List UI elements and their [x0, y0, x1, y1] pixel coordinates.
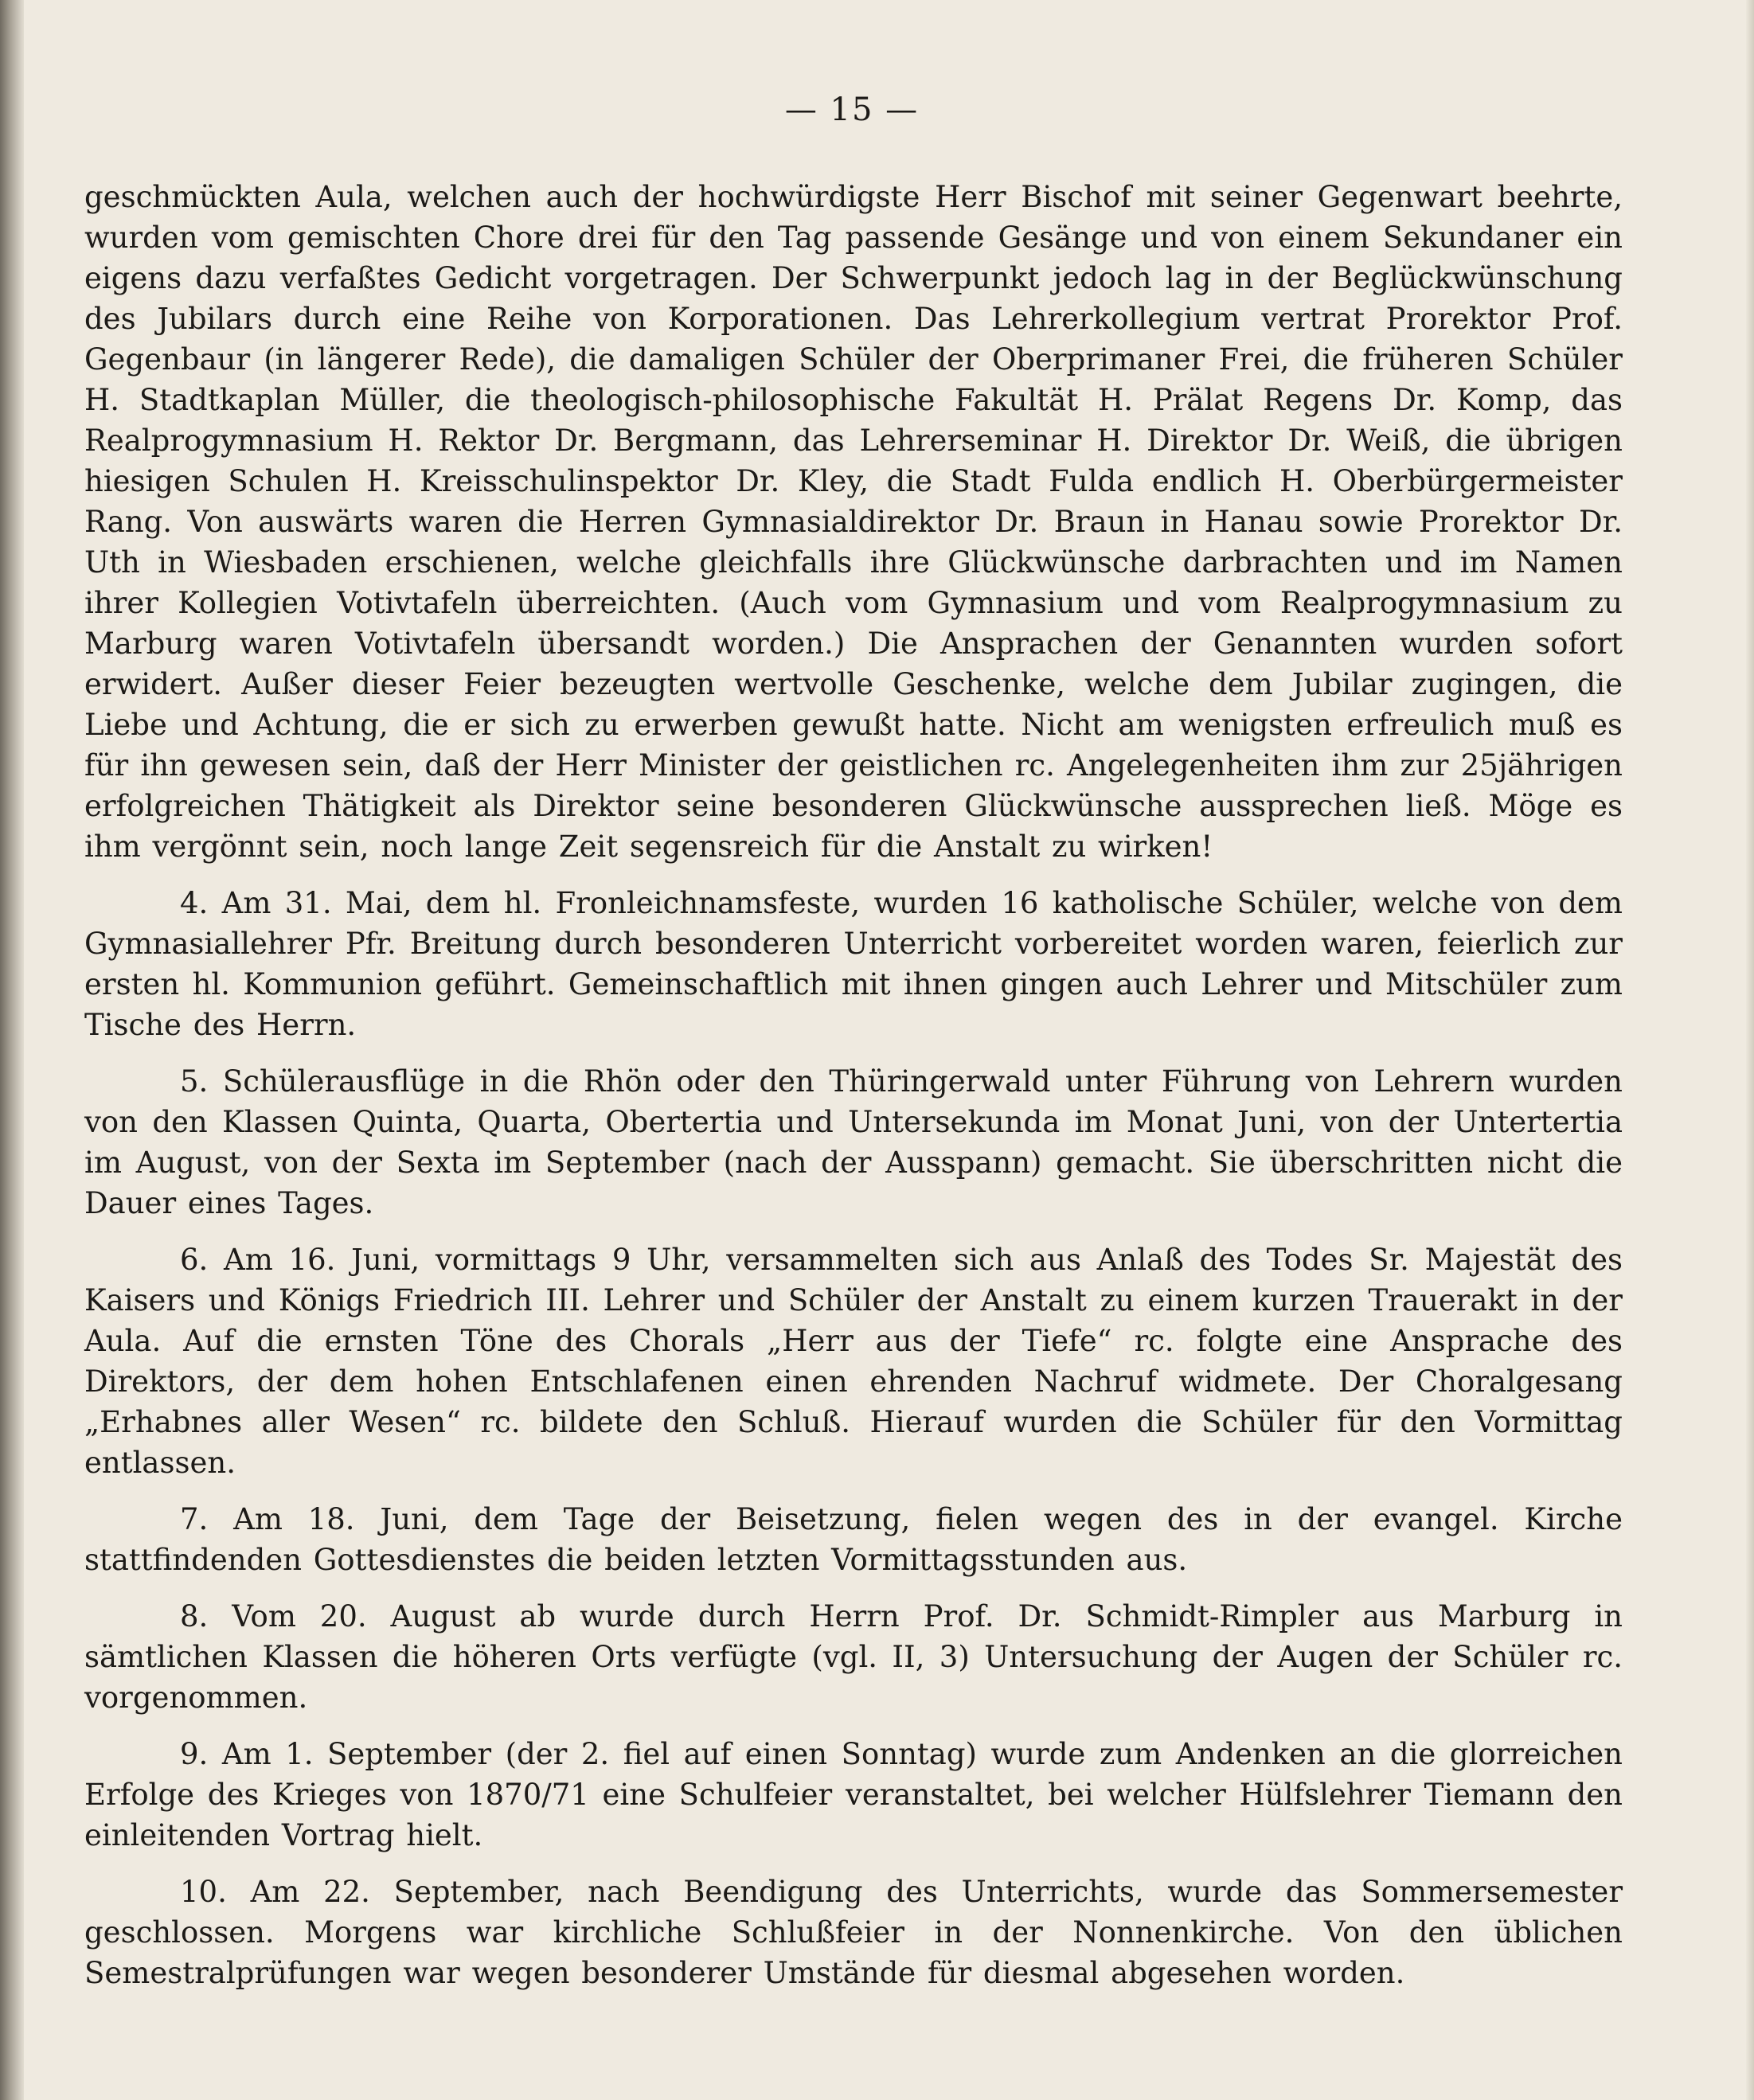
paragraph-item-6 [84, 1239, 1623, 1483]
item-text: Am 22. September, nach Beendigung des Unterrichts, wurde das Sommersemester geschlossen. Morgens war kirchliche Schlußfeier in der Nonnenkirche. Von den üblichen Semestralprüfungen war wegen besonderer Umstände für diesmal abgesehen worden. [84, 1875, 1623, 1990]
item-number: 4. [180, 886, 209, 920]
item-text: Am 16. Juni, vormittags 9 Uhr, versammelten sich aus Anlaß des Todes Sr. Majestät des Kaisers und Königs Friedrich III. Lehrer und Schüler der Anstalt zu einem kurzen Trauerakt in der Aula. Auf die ernsten Töne des Chorals „Herr aus der Tiefe“ rc. folgte eine Ansprache des Direktors, der dem hohen Entschlafenen einen ehrenden Nachruf widmete. Der Choralgesang „Erhabnes aller Wesen“ rc. bildete den Schluß. Hierauf wurden die Schüler für den Vormittag entlassen. [84, 1243, 1623, 1480]
scan-edge-shadow [0, 0, 24, 2100]
item-text: Am 31. Mai, dem hl. Fronleichnamsfeste, wurden 16 katholische Schüler, welche von dem Gymnasiallehrer Pfr. Breitung durch besonderen Unterricht vorbereitet worden waren, feierlich zur ersten hl. Kommunion geführt. Gemeinschaftlich mit ihnen gingen auch Lehrer und Mitschüler zum Tische des Herrn. [84, 886, 1623, 1042]
item-number: 9. [180, 1737, 209, 1771]
paragraph-item-10 [84, 1872, 1623, 1993]
item-number: 8. [180, 1599, 209, 1634]
paragraph-item-9 [84, 1734, 1623, 1856]
page-number: — 15 — [784, 92, 920, 128]
paragraph-item-5 [84, 1061, 1623, 1224]
item-number: 5. [180, 1064, 209, 1099]
text-body [84, 177, 1623, 1993]
scan-edge-right [1746, 0, 1754, 2100]
item-number: 7. [180, 1502, 209, 1536]
item-number: 6. [180, 1243, 209, 1277]
paragraph-continuation: geschmückten Aula, welchen auch der hochwürdigste Herr Bischof mit seiner Gegenwart beehrte, wurden vom gemischten Chore drei für den Tag passende Gesänge und von einem Sekundaner ein eigens dazu verfaßtes Gedicht vorgetragen. Der Schwerpunkt jedoch lag in der Beglückwünschung des Jubilars durch eine Reihe von Korporationen. Das Lehrerkollegium vertrat Prorektor Prof. Gegenbaur (in längerer Rede), die damaligen Schüler der Oberprimaner Frei, die früheren Schüler H. Stadtkaplan Müller, die theologisch-philosophische Fakultät H. Prälat Regens Dr. Komp, das Realprogymnasium H. Rektor Dr. Bergmann, das Lehrerseminar H. Direktor Dr. Weiß, die übrigen hiesigen Schulen H. Kreisschulinspektor Dr. Kley, die Stadt Fulda endlich H. Oberbürgermeister Rang. Von auswärts waren die Herren Gymnasialdirektor Dr. Braun in Hanau sowie Prorektor Dr. Uth in Wiesbaden erschienen, welche gleichfalls ihre Glückwünsche darbrachten und im Namen ihrer Kollegien Votivtafeln überreichten. (Auch vom Gymnasium und vom Realprogymnasium zu Marburg waren Votivtafeln übersandt worden.) Die Ansprachen der Genannten wurden sofort erwidert. Außer dieser Feier bezeugten wertvolle Geschenke, welche dem Jubilar zugingen, die Liebe und Achtung, die er sich zu erwerben gewußt hatte. Nicht am wenigsten erfreulich muß es für ihn gewesen sein, daß der Herr Minister der geistlichen rc. Angelegenheiten ihm zur 25jährigen erfolgreichen Thätigkeit als Direktor seine besonderen Glückwünsche aussprechen ließ. Möge es ihm vergönnt sein, noch lange Zeit segensreich für die Anstalt zu wirken! [84, 180, 1623, 864]
paragraph-item-8 [84, 1596, 1623, 1718]
item-text: Am 18. Juni, dem Tage der Beisetzung, fielen wegen des in der evangel. Kirche stattfindenden Gottesdienstes die beiden letzten Vormittagsstunden aus. [84, 1502, 1623, 1577]
item-text: Vom 20. August ab wurde durch Herrn Prof. Dr. Schmidt-Rimpler aus Marburg in sämtlichen Klassen die höheren Orts verfügte (vgl. II, 3) Untersuchung der Augen der Schüler rc. vorgenommen. [84, 1599, 1623, 1715]
paragraph-item-4 [84, 883, 1623, 1045]
item-text: Schülerausflüge in die Rhön oder den Thüringerwald unter Führung von Lehrern wurden von den Klassen Quinta, Quarta, Obertertia und Untersekunda im Monat Juni, von der Untertertia im August, von der Sexta im September (nach der Ausspann) gemacht. Sie überschritten nicht die Dauer eines Tages. [84, 1064, 1623, 1220]
paragraph-item-7 [84, 1499, 1623, 1580]
item-text: Am 1. September (der 2. fiel auf einen Sonntag) wurde zum Andenken an die glorreichen Erfolge des Krieges von 1870/71 eine Schulfeier veranstaltet, bei welcher Hülfslehrer Tiemann den einleitenden Vortrag hielt. [84, 1737, 1623, 1852]
item-number: 10. [180, 1875, 227, 1909]
